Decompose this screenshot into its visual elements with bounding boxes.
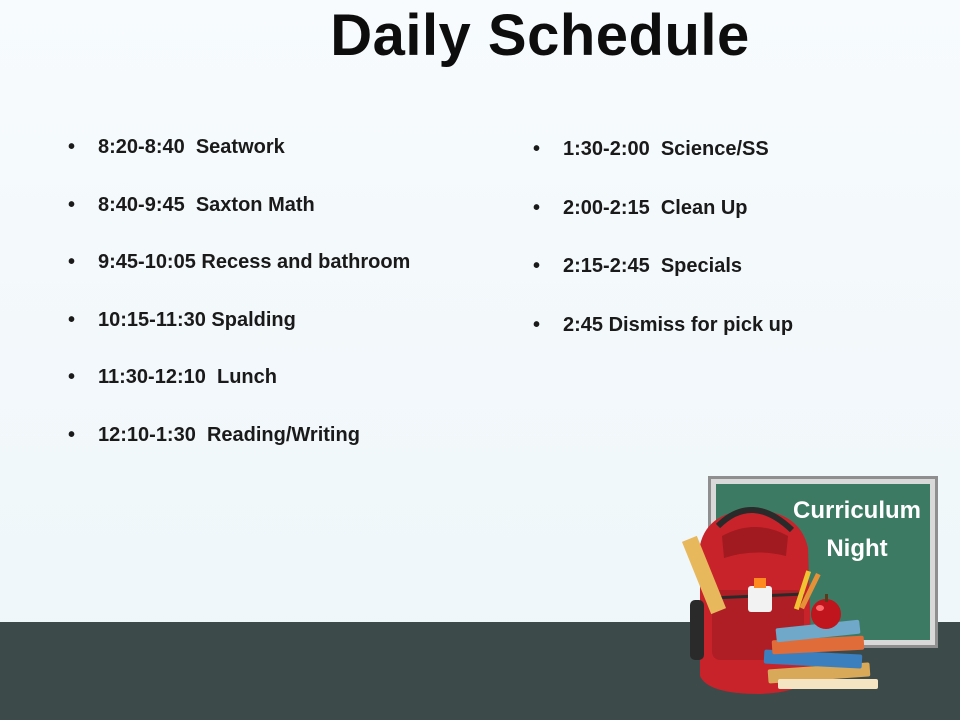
chalkboard-title-line1: Curriculum <box>792 497 922 524</box>
list-item: • 1:30-2:00 Science/SS <box>563 138 793 197</box>
list-item: • 2:15-2:45 Specials <box>563 255 793 314</box>
slide-title: Daily Schedule <box>330 3 750 68</box>
list-item: • 9:45-10:05 Recess and bathroom <box>98 251 410 309</box>
list-item: • 2:45 Dismiss for pick up <box>563 314 793 373</box>
list-item: • 11:30-12:10 Lunch <box>98 366 410 424</box>
list-item: • 12:10-1:30 Reading/Writing <box>98 424 410 482</box>
schedule-list-left <box>98 136 410 481</box>
schedule-list-right <box>563 138 793 372</box>
list-item: • 2:00-2:15 Clean Up <box>563 197 793 256</box>
list-item: • 10:15-11:30 Spalding <box>98 309 410 367</box>
chalkboard-title-line2: Night <box>826 535 888 562</box>
list-item: • 8:40-9:45 Saxton Math <box>98 194 410 252</box>
list-item: • 8:20-8:40 Seatwork <box>98 136 410 194</box>
school-illustration <box>660 470 960 720</box>
